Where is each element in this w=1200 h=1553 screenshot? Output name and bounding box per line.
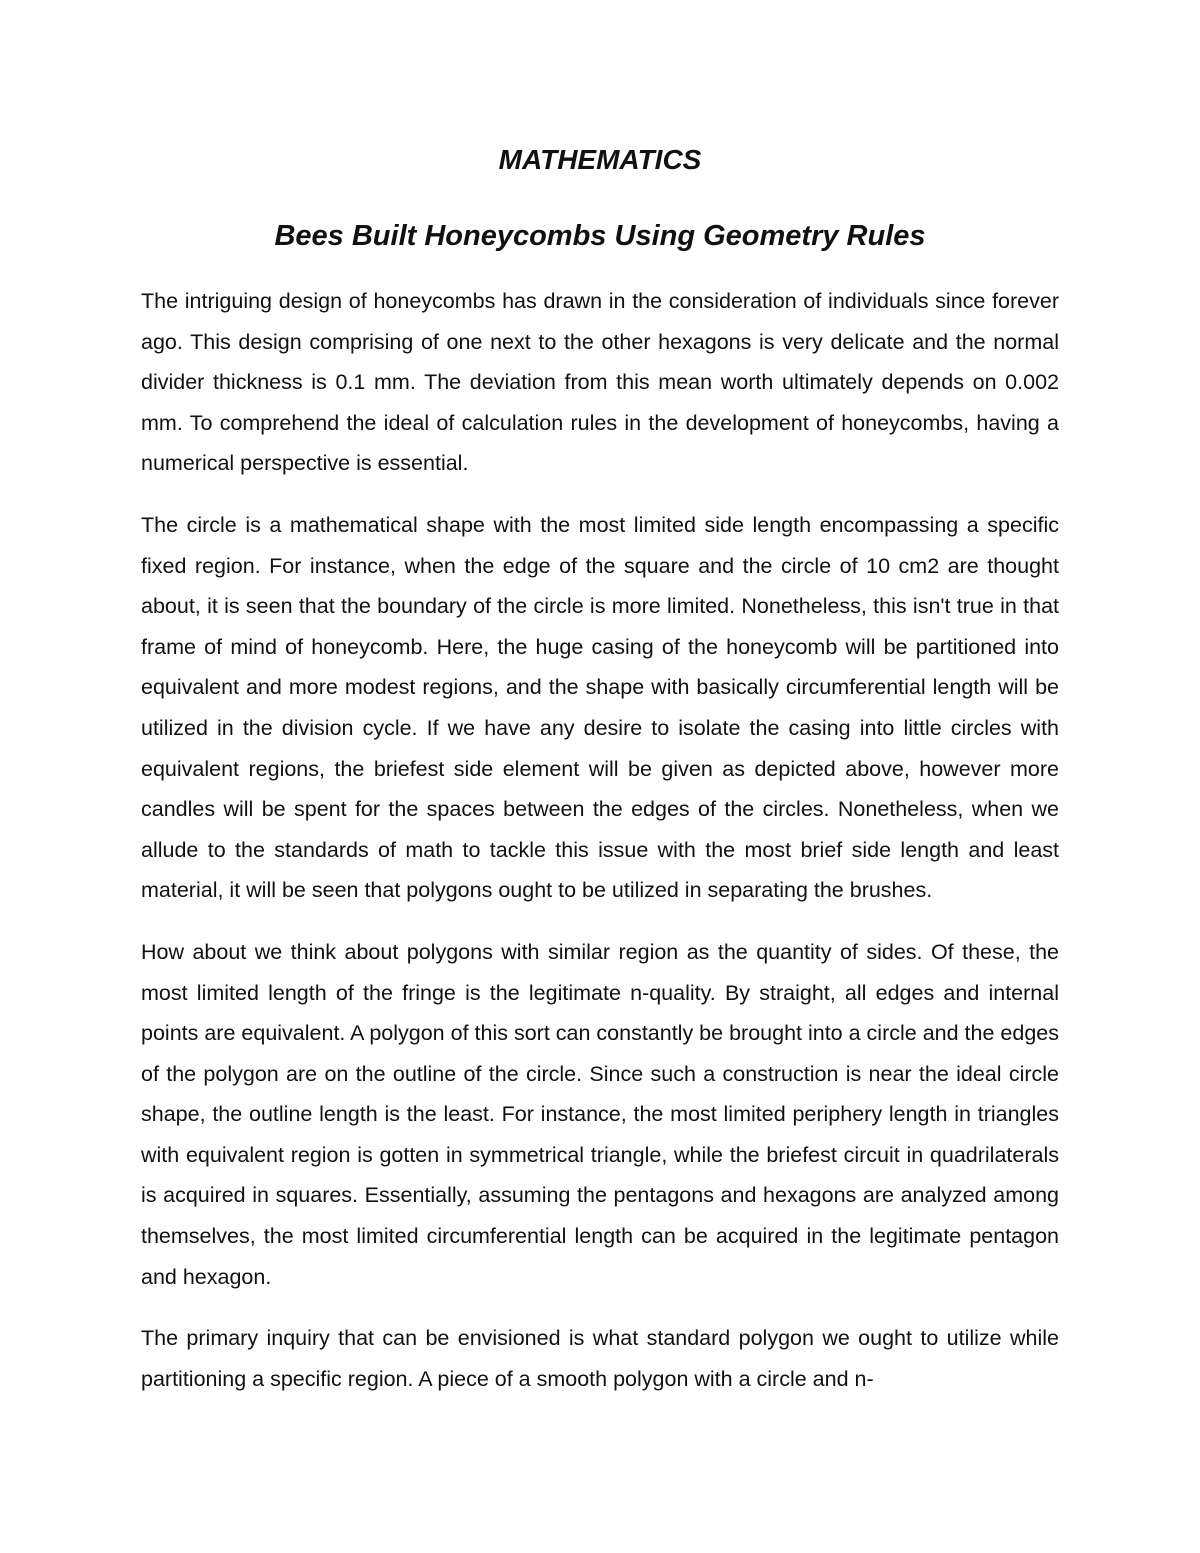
subject-heading: MATHEMATICS [498, 144, 702, 175]
article-body [141, 281, 1059, 1420]
paragraph-4: The primary inquiry that can be envisioned is what standard polygon we ought to utilize while partitioning a specific region. A piece of a smooth polygon with a circle and n- [141, 1326, 1059, 1391]
paragraph-1: The intriguing design of honeycombs has drawn in the consideration of individuals since forever ago. This design comprising of one next to the other hexagons is very delicate and the normal divider thickness is 0.1 mm. The deviation from this mean worth ultimately depends on 0.002 mm. To comprehend the ideal of calculation rules in the development of honeycombs, having a numerical perspective is essential. [141, 289, 1059, 476]
paragraph-2: The circle is a mathematical shape with the most limited side length encompassing a specific fixed region. For instance, when the edge of the square and the circle of 10 cm2 are thought about, it is seen that the boundary of the circle is more limited. Nonetheless, this isn't true in that frame of mind of honeycomb. Here, the huge casing of the honeycomb will be partitioned into equivalent and more modest regions, and the shape with basically circumferential length will be utilized in the division cycle. If we have any desire to isolate the casing into little circles with equivalent regions, the briefest side element will be given as depicted above, however more candles will be spent for the spaces between the edges of the circles. Nonetheless, when we allude to the standards of math to tackle this issue with the most brief side length and least material, it will be seen that polygons ought to be utilized in separating the brushes. [141, 512, 1059, 903]
article-title: Bees Built Honeycombs Using Geometry Rules [274, 220, 926, 252]
paragraph-3: How about we think about polygons with similar region as the quantity of sides. Of these, the most limited length of the fringe is the legitimate n-quality. By straight, all edges and internal points are equivalent. A polygon of this sort can constantly be brought into a circle and the edges of the polygon are on the outline of the circle. Since such a construction is near the ideal circle shape, the outline length is the least. For instance, the most limited periphery length in triangles with equivalent region is gotten in symmetrical triangle, while the briefest circuit in quadrilaterals is acquired in squares. Essentially, assuming the pentagons and hexagons are analyzed among themselves, the most limited circumferential length can be acquired in the legitimate pentagon and hexagon. [141, 939, 1059, 1289]
